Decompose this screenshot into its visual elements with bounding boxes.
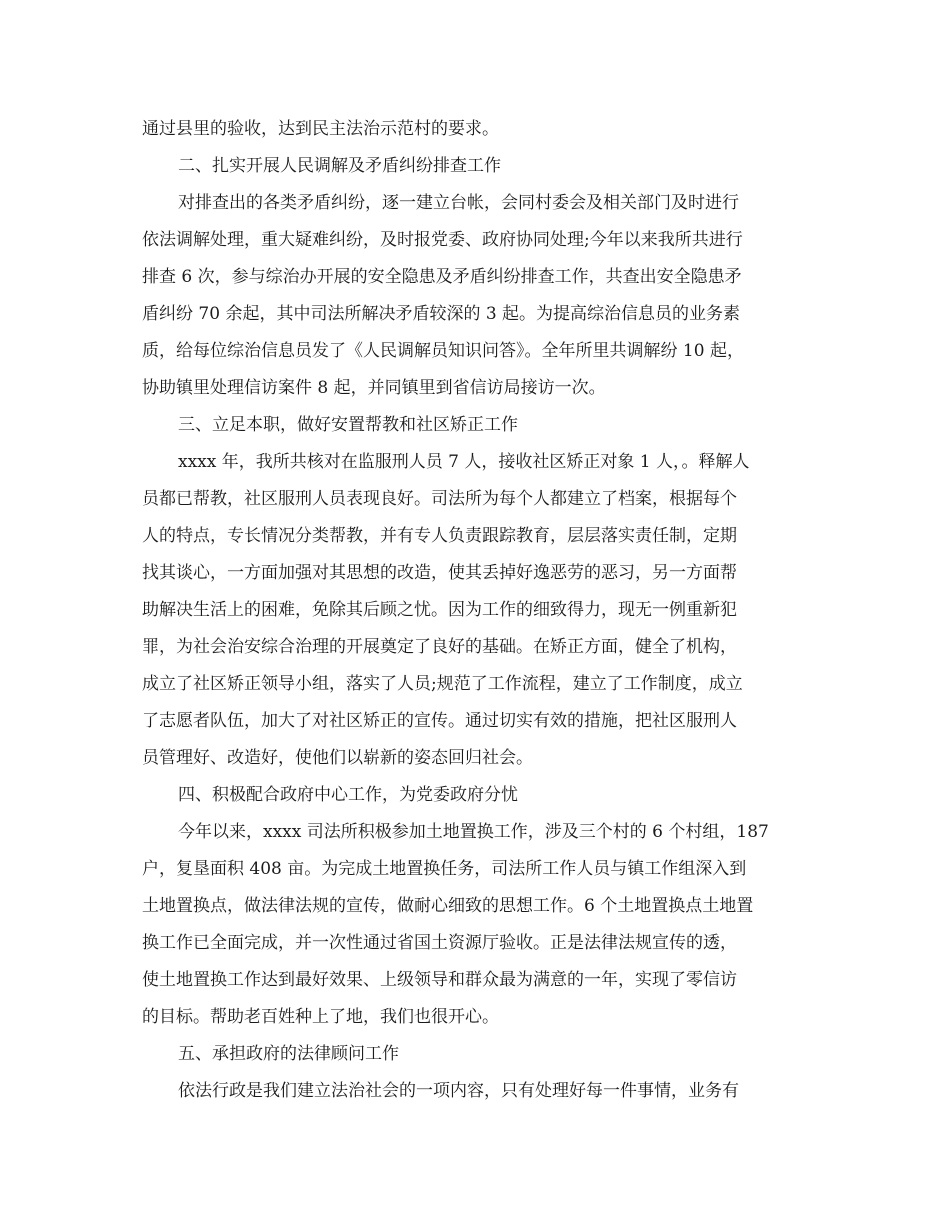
section-heading: 三、立足本职，做好安置帮教和社区矫正工作	[178, 415, 518, 435]
text-line: 今年以来，xxxx 司法所积极参加土地置换工作，涉及三个村的 6 个村组，187	[178, 822, 769, 842]
text-line: 员都已帮教，社区服刑人员表现良好。司法所为每个人都建立了档案，根据每个	[142, 489, 737, 509]
text-line: 户，复垦面积 408 亩。为完成土地置换任务，司法所工作人员与镇工作组深入到	[142, 859, 747, 879]
text-line: 了志愿者队伍，加大了对社区矫正的宣传。通过切实有效的措施，把社区服刑人	[142, 711, 737, 731]
text-line: 罪，为社会治安综合治理的开展奠定了良好的基础。在矫正方面，健全了机构，	[142, 637, 737, 657]
text-line: 土地置换点，做法律法规的宣传，做耐心细致的思想工作。6 个土地置换点土地置	[142, 896, 754, 916]
text-line: 助解决生活上的困难，免除其后顾之忧。因为工作的细致得力，现无一例重新犯	[142, 600, 737, 620]
text-line: 使土地置换工作达到最好效果、上级领导和群众最为满意的一年，实现了零信访	[142, 970, 737, 990]
text-line: 找其谈心，一方面加强对其思想的改造，使其丢掉好逸恶劳的恶习，另一方面帮	[142, 563, 737, 583]
text-line: 排查 6 次，参与综治办开展的安全隐患及矛盾纠纷排查工作，共查出安全隐患矛	[142, 267, 742, 287]
text-line: 盾纠纷 70 余起，其中司法所解决矛盾较深的 3 起。为提高综治信息员的业务素	[142, 304, 741, 324]
text-line: 换工作已全面完成，并一次性通过省国土资源厅验收。正是法律法规宣传的透，	[142, 933, 737, 953]
text-line: 对排查出的各类矛盾纠纷，逐一建立台帐，会同村委会及相关部门及时进行	[178, 193, 739, 213]
text-line: xxxx 年，我所共核对在监服刑人员 7 人，接收社区矫正对象 1 人，。释解人	[178, 452, 750, 472]
text-line: 依法调解处理，重大疑难纠纷，及时报党委、政府协同处理;今年以来我所共进行	[142, 230, 743, 250]
text-line: 成立了社区矫正领导小组，落实了人员;规范了工作流程，建立了工作制度，成立	[142, 674, 743, 694]
text-line: 依法行政是我们建立法治社会的一项内容，只有处理好每一件事情，业务有	[178, 1081, 739, 1101]
text-line: 质，给每位综治信息员发了《人民调解员知识问答》。全年所里共调解纷 10 起，	[142, 341, 744, 361]
section-heading: 四、积极配合政府中心工作，为党委政府分忧	[178, 785, 518, 805]
text-line: 通过县里的验收，达到民主法治示范村的要求。	[142, 119, 499, 139]
text-line: 员管理好、改造好，使他们以崭新的姿态回归社会。	[142, 748, 533, 768]
section-heading: 五、承担政府的法律顾问工作	[178, 1044, 399, 1064]
text-line: 协助镇里处理信访案件 8 起，并同镇里到省信访局接访一次。	[142, 378, 606, 398]
text-line: 的目标。帮助老百姓种上了地，我们也很开心。	[142, 1007, 499, 1027]
text-line: 人的特点，专长情况分类帮教，并有专人负责跟踪教育，层层落实责任制，定期	[142, 526, 737, 546]
section-heading: 二、扎实开展人民调解及矛盾纠纷排查工作	[178, 156, 501, 176]
